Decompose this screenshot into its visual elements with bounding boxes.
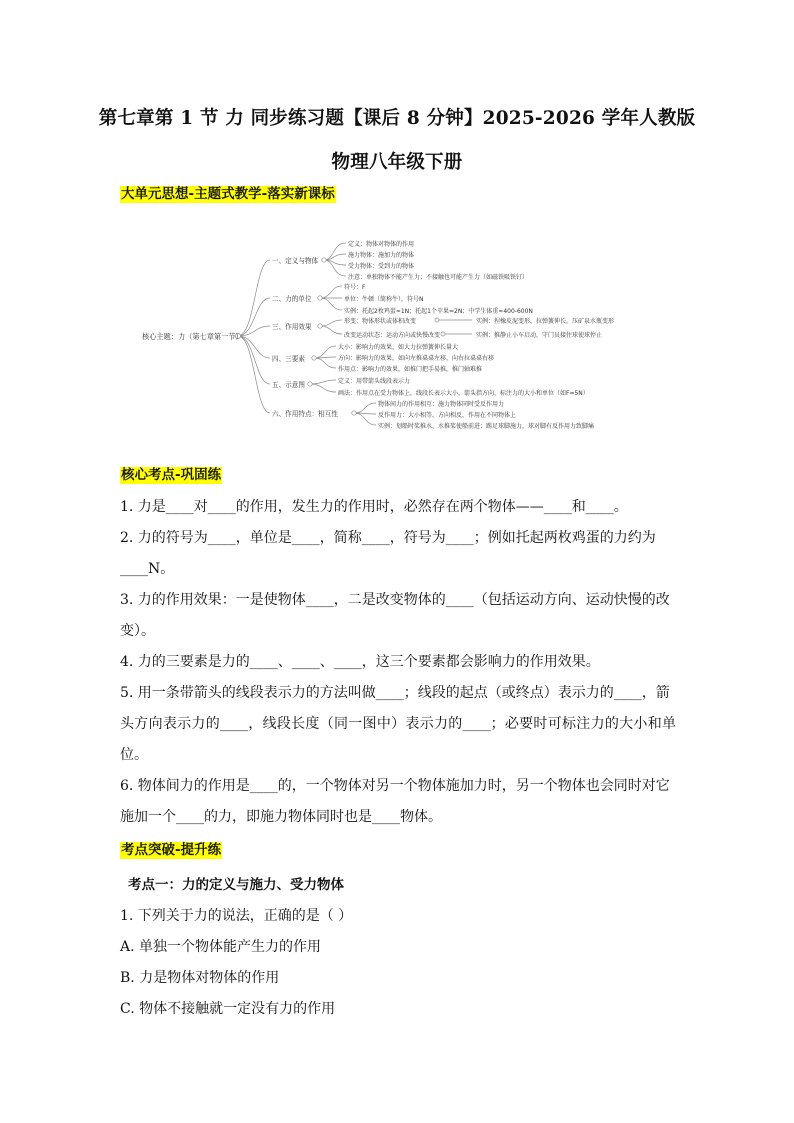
question-1: 1. 力是____对____的作用，发生力的作用时，必然存在两个物体——____和____。	[120, 499, 628, 515]
mindmap-item: 大小：影响力的效果，如大力拉弹簧伸长量大	[338, 344, 459, 351]
question-3-line-1: 3. 力的作用效果：一是使物体____，二是改变物体的____（包括运动方向、运动快慢的改	[120, 592, 670, 608]
page-subtitle: 物理八年级下册	[331, 152, 463, 173]
mindmap-item: 定义：用带箭头线段表示力	[338, 378, 411, 385]
section-heading-big-unit: 大单元思想-主题式教学-落实新课标	[121, 186, 335, 202]
mindmap-item: 实例：托起2枚鸡蛋≈1N；托起1个苹果≈2N；中学生体重≈400-600N	[344, 308, 533, 315]
mindmap-item: 实例：划船时桨推水，水推桨使船前进；踢足球脚施力，球对脚有反作用力致脚痛	[378, 423, 595, 430]
question-4: 4. 力的三要素是力的____、____、____，这三个要素都会影响力的作用效果。	[120, 654, 600, 670]
mindmap-item: 施力物体：施加力的物体	[348, 252, 415, 259]
mindmap-branch-2: 二、力的单位	[272, 295, 312, 303]
section-heading-core: 核心考点-巩固练	[121, 467, 222, 483]
mindmap-item: 受力物体：受到力的物体	[348, 263, 415, 270]
mindmap-branch-4: 四、三要素	[272, 355, 305, 363]
question-6-line-1: 6. 物体间力的作用是____的，一个物体对另一个物体施加力时，另一个物体也会同时对它	[120, 778, 670, 794]
mindmap-item: 形变：物体形状或体积改变	[344, 318, 417, 325]
mcq-option-a: A. 单独一个物体能产生力的作用	[120, 939, 322, 955]
question-5-line-2: 头方向表示力的____，线段长度（同一图中）表示力的____；必要时可标注力的大小和单位。	[120, 716, 676, 763]
question-2-line-1: 2. 力的符号为____，单位是____，简称____，符号为____；例如托起两枚鸡蛋的力约为	[120, 530, 656, 546]
question-5-line-1: 5. 用一条带箭头的线段表示力的方法叫做____；线段的起点（或终点）表示力的____，箭	[120, 685, 670, 701]
mindmap-example: 实例：推静止小车启动，守门员接住球使球停止	[476, 332, 603, 339]
mindmap-item: 画法：作用点在受力物体上，线段长表示大小，箭头指方向，标注力的大小和单位（如F=5N）	[338, 390, 589, 397]
mcq-option-b: B. 力是物体对物体的作用	[120, 970, 280, 986]
mindmap-branch-3: 三、作用效果	[272, 323, 312, 331]
mindmap-item: 作用点：影响力的效果，如推门把手易推，推门轴难推	[338, 366, 483, 373]
core-questions	[120, 492, 676, 833]
mindmap-example: 实例：捏橡皮泥变形，拉弹簧伸长，压矿泉水瓶变形	[476, 318, 615, 325]
mindmap-item: 符号：F	[344, 284, 366, 291]
mcq-stem: 1. 下列关于力的说法，正确的是（ ）	[120, 908, 353, 924]
mindmap-item: 单位：牛顿（简称牛），符号N	[344, 296, 424, 303]
mindmap-branch-1: 一、定义与物体	[272, 257, 319, 265]
mindmap-item: 改变运动状态：运动方向或快慢改变	[344, 332, 441, 339]
mindmap-root: 核心主题：力（第七章第一节）	[142, 332, 243, 341]
section-heading-breakthrough: 考点突破-提升练	[121, 842, 222, 858]
question-2-line-2: ____N。	[120, 561, 175, 577]
mind-map	[120, 222, 680, 437]
mcq-option-c: C. 物体不接触就一定没有力的作用	[120, 1001, 336, 1017]
topic-heading-1: 考点一：力的定义与施力、受力物体	[128, 877, 344, 893]
mindmap-item: 物体间力的作用相互：施力物体同时受反作用力	[378, 401, 505, 408]
question-6-line-2: 施加一个____的力，即施力物体同时也是____物体。	[120, 809, 442, 825]
mindmap-item: 反作用力：大小相等，方向相反，作用在不同物体上	[378, 412, 517, 419]
page-title: 第七章第 1 节 力 同步练习题【课后 8 分钟】2025-2026 学年人教版	[98, 108, 696, 129]
question-3-line-2: 变）。	[120, 623, 155, 639]
mindmap-branch-6: 六、作用特点：相互性	[272, 410, 338, 418]
mindmap-branch-5: 五、示意图	[272, 381, 305, 389]
mindmap-item: 注意：单独物体不能产生力；不接触也可能产生力（如磁铁吸铁钉）	[348, 274, 529, 281]
mindmap-item: 方向：影响力的效果，如向左推桌桌左移，向右拉桌桌右移	[338, 355, 495, 362]
mindmap-item: 定义：物体对物体的作用	[348, 241, 415, 248]
